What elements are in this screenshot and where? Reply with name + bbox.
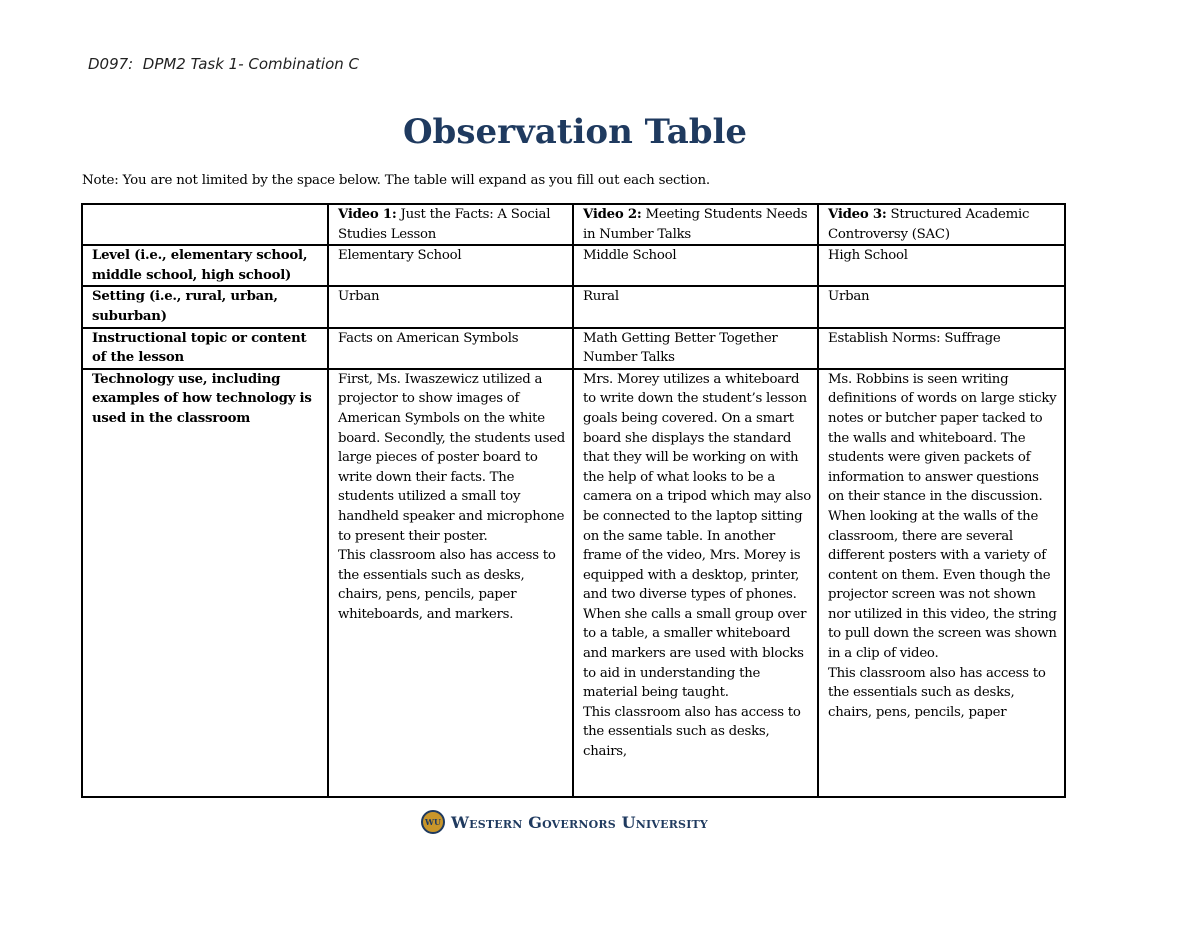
table-row-topic [82,328,1065,369]
header-cell-video-2 [573,204,818,245]
university-name: Western Governors University [451,812,708,832]
document-header: D097: DPM2 Task 1- Combination C [88,55,360,73]
cell-technology-video-2 [573,369,818,797]
instruction-note: Note: You are not limited by the space below. The table will expand as you fill out each section. [82,173,710,188]
cell-setting-video-3: Urban [818,286,1065,327]
cell-topic-video-3: Establish Norms: Suffrage [818,328,1065,369]
table-row-technology [82,369,1065,797]
row-label-technology: Technology use, including examples of how technology is used in the classroom [82,369,328,797]
technology-video-2-paragraph-2: This classroom also has access to the essentials such as desks, chairs, [583,704,801,760]
university-seal-icon: WU [421,810,445,834]
technology-video-3-paragraph-2: This classroom also has access to the essentials such as desks, chairs, pens, pencils, paper [828,665,1046,720]
header-video-1-title: Just the Facts: A Social Studies Lesson [338,207,551,242]
header-video-3-title: Structured Academic Controversy (SAC) [828,207,1030,242]
header-cell-video-1 [328,204,573,245]
table-row-setting [82,286,1065,327]
cell-level-video-1: Elementary School [328,245,573,286]
header-video-2-number: Video 2: [583,207,642,222]
cell-topic-video-2: Math Getting Better Together Number Talks [573,328,818,369]
cell-setting-video-1: Urban [328,286,573,327]
row-label-level: Level (i.e., elementary school, middle school, high school) [82,245,328,286]
cell-setting-video-2: Rural [573,286,818,327]
observation-table [81,203,1066,798]
cell-level-video-3: High School [818,245,1065,286]
cell-technology-video-3 [818,369,1065,797]
technology-video-2-paragraph-1: Mrs. Morey utilizes a whiteboard to write down the student’s lesson goals being covered. On a smart board she displays the standard that they will be working on with the help of what looks to be a camera on a tripod which may also be connected to the laptop sitting on the same table. In another frame of the video, Mrs. Morey is equipped with a desktop, printer, and two diverse types of phones. When she calls a small group over to a table, a smaller whiteboard and markers are used with blocks to aid in understanding the material being taught. [583,371,811,701]
table-row-level [82,245,1065,286]
page-title: Observation Table [402,112,748,152]
table-header-row [82,204,1065,245]
header-video-3-number: Video 3: [828,207,887,222]
technology-video-1-paragraph-1: First, Ms. Iwaszewicz utilized a projector to show images of American Symbols on the white board. Secondly, the students used large pieces of poster board to write down their facts. The students utilized a small toy handheld speaker and microphone to present their poster. [338,371,566,544]
cell-topic-video-1: Facts on American Symbols [328,328,573,369]
header-video-2-title: Meeting Students Needs in Number Talks [583,207,808,242]
row-label-topic: Instructional topic or content of the lesson [82,328,328,369]
cell-technology-video-1 [328,369,573,797]
row-label-setting: Setting (i.e., rural, urban, suburban) [82,286,328,327]
header-cell-empty [82,204,328,245]
technology-video-1-paragraph-2: This classroom also has access to the essentials such as desks, chairs, pens, pencils, paper whiteboards, and markers. [338,548,556,622]
technology-video-3-paragraph-1: Ms. Robbins is seen writing definitions of words on large sticky notes or butcher paper tacked to the walls and whiteboard. The students were given packets of information to answer questions on their stance in the discussion. When looking at the walls of the classroom, there are several different posters with a variety of content on them. Even though the projector screen was not shown nor utilized in this video, the string to pull down the screen was shown in a clip of video. [828,371,1057,662]
header-cell-video-3 [818,204,1065,245]
cell-level-video-2: Middle School [573,245,818,286]
university-logo [421,810,708,834]
header-video-1-number: Video 1: [338,207,397,222]
